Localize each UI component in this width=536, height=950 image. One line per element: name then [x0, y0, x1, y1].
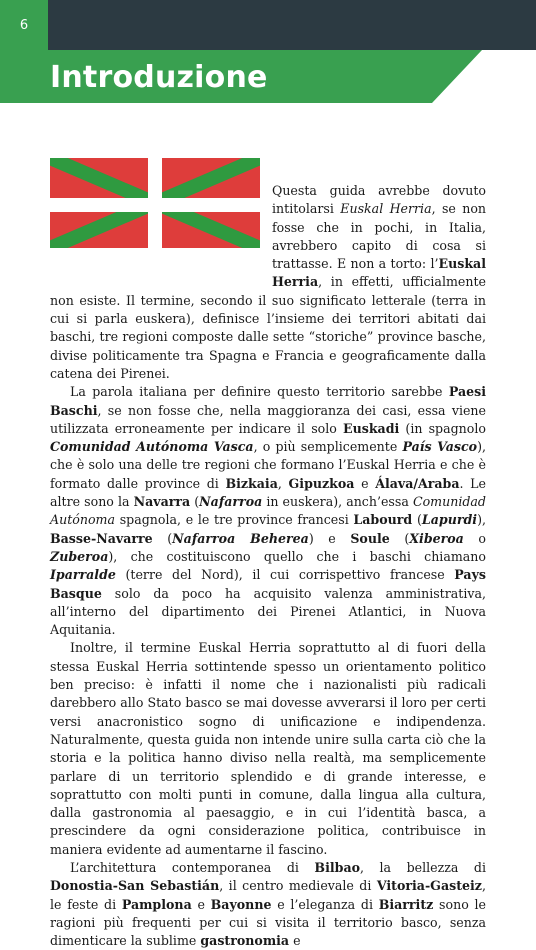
- emphasis-text: gastronomia: [200, 933, 290, 949]
- article-body: [50, 182, 486, 950]
- text-run: (: [152, 530, 173, 546]
- text-run: (: [412, 512, 422, 528]
- text-run: (in spagnolo: [399, 420, 486, 436]
- emphasis-text: Zuberoa: [50, 548, 109, 564]
- text-run: , se non fosse che, nella maggioranza dei casi, essa viene utilizzata erroneamente per indicare il solo: [50, 402, 486, 436]
- emphasis-text: Bizkaia: [225, 475, 278, 491]
- text-run: L’architettura contemporanea di: [70, 859, 315, 875]
- emphasis-text: Comunidad Autónoma Vasca: [50, 439, 254, 455]
- emphasis-text: Nafarroa Beherea: [172, 530, 309, 546]
- emphasis-text: Bayonne: [210, 896, 272, 912]
- emphasis-text: País Vasco: [402, 439, 478, 455]
- emphasis-text: Iparralde: [50, 567, 116, 583]
- text-run: Inoltre, il termine Euskal Herria soprattutto al di fuori della stessa Euskal Herria sottintende spesso un orientamento politico ben preciso: è infatti il nome che i nazionalisti più radicali darebbero allo Stato basco se mai dovesse avverarsi il loro per certi versi anacronistico sogno di unificazione e indipendenza. Naturalmente, questa guida non intende unire sulla carta ciò che la storia e la politica hanno diviso nella realtà, ma semplicemente parlare di un territorio splendido e di grande interesse, e soprattutto con molti punti in comune, dalla lingua alla cultura, dalla gastronomia al paesaggio, e in cui l’identità basca, a prescindere da ogni considerazione politica, contribuisce in maniera evidente ad aumentarne il fascino.: [50, 640, 486, 857]
- text-run: e l’eleganza di: [271, 896, 379, 912]
- emphasis-text: Euskadi: [342, 420, 400, 436]
- text-run: ),: [477, 512, 486, 528]
- text-run: (: [190, 494, 200, 510]
- emphasis-text: Comunidad Autónoma: [50, 494, 486, 528]
- text-run: (terre del Nord), il cui corrispettivo francese: [115, 567, 455, 583]
- emphasis-text: Pays Basque: [50, 567, 486, 601]
- emphasis-text: Basse-Navarre: [50, 530, 153, 546]
- text-run: ), che è solo una delle tre regioni che formano l’Euskal Herria e che è formato dalle province di: [50, 439, 486, 491]
- flag-spacer: [50, 182, 272, 274]
- page-number: 6: [0, 0, 48, 50]
- text-run: o: [463, 530, 486, 546]
- text-run: spagnola, e le tre province francesi: [115, 512, 354, 528]
- text-run: La parola italiana per definire questo territorio sarebbe: [70, 384, 449, 400]
- text-run: e: [289, 933, 301, 949]
- emphasis-text: Labourd: [353, 512, 413, 528]
- text-run: ), che costituiscono quello che i baschi chiamano: [108, 548, 486, 564]
- emphasis-text: Soule: [350, 530, 390, 546]
- text-run: , le feste di: [50, 878, 486, 912]
- text-run: . Le altre sono la: [50, 475, 486, 510]
- page-title: Introduzione: [50, 60, 268, 95]
- text-run: Questa guida avrebbe dovuto intitolarsi: [272, 183, 486, 217]
- emphasis-text: Biarritz: [378, 896, 434, 912]
- text-run: , in effetti, ufficialmente non esiste. Il termine, secondo il suo significato letterale (terra in cui si parla euskera), definisce l’insieme dei territori abitati dai baschi, tre regioni composte dalle sette “storiche” province basche, divise politicamente tra Spagna e Francia e geograficamente dalla catena dei Pirenei.: [50, 274, 486, 381]
- text-run: ) e: [308, 530, 351, 546]
- emphasis-text: Donostia-San Sebastián: [50, 878, 220, 894]
- text-run: ,: [277, 475, 289, 491]
- emphasis-text: Lapurdi: [421, 512, 478, 528]
- text-run: sono le ragioni più frequenti per cui si visita il territorio basco, senza dimenticare la sublime: [50, 896, 486, 949]
- emphasis-text: Bilbao: [314, 859, 361, 875]
- text-run: , se non fosse che in pochi, in Italia, avrebbero capito di cosa si trattasse. E non a torto: l’: [272, 201, 487, 272]
- emphasis-text: Gipuzkoa: [288, 475, 355, 491]
- emphasis-text: Vitoria-Gasteiz: [376, 878, 482, 894]
- paragraph: [50, 383, 486, 639]
- paragraph: [50, 859, 486, 950]
- emphasis-text: Pamplona: [121, 896, 192, 912]
- text-run: , o più semplicemente: [253, 439, 403, 455]
- emphasis-text: Nafarroa: [199, 494, 263, 510]
- emphasis-text: Euskal Herria: [340, 201, 432, 217]
- text-run: in euskera), anch’essa: [262, 494, 413, 510]
- emphasis-text: Paesi Baschi: [50, 384, 486, 418]
- emphasis-text: Navarra: [133, 494, 191, 510]
- top-bar: [0, 0, 536, 50]
- text-run: (: [389, 530, 410, 546]
- text-run: solo da poco ha acquisito valenza amministrativa, all’interno del dipartimento dei Pirenei Atlantici, in Nuova Aquitania.: [50, 585, 486, 638]
- emphasis-text: Xiberoa: [409, 530, 464, 546]
- text-run: , la bellezza di: [360, 859, 486, 875]
- emphasis-text: Álava/Araba: [375, 475, 460, 491]
- paragraph: [50, 639, 486, 859]
- text-run: , il centro medievale di: [219, 878, 377, 894]
- text-run: e: [354, 475, 376, 491]
- text-run: e: [191, 896, 211, 912]
- emphasis-text: Euskal Herria: [272, 256, 486, 290]
